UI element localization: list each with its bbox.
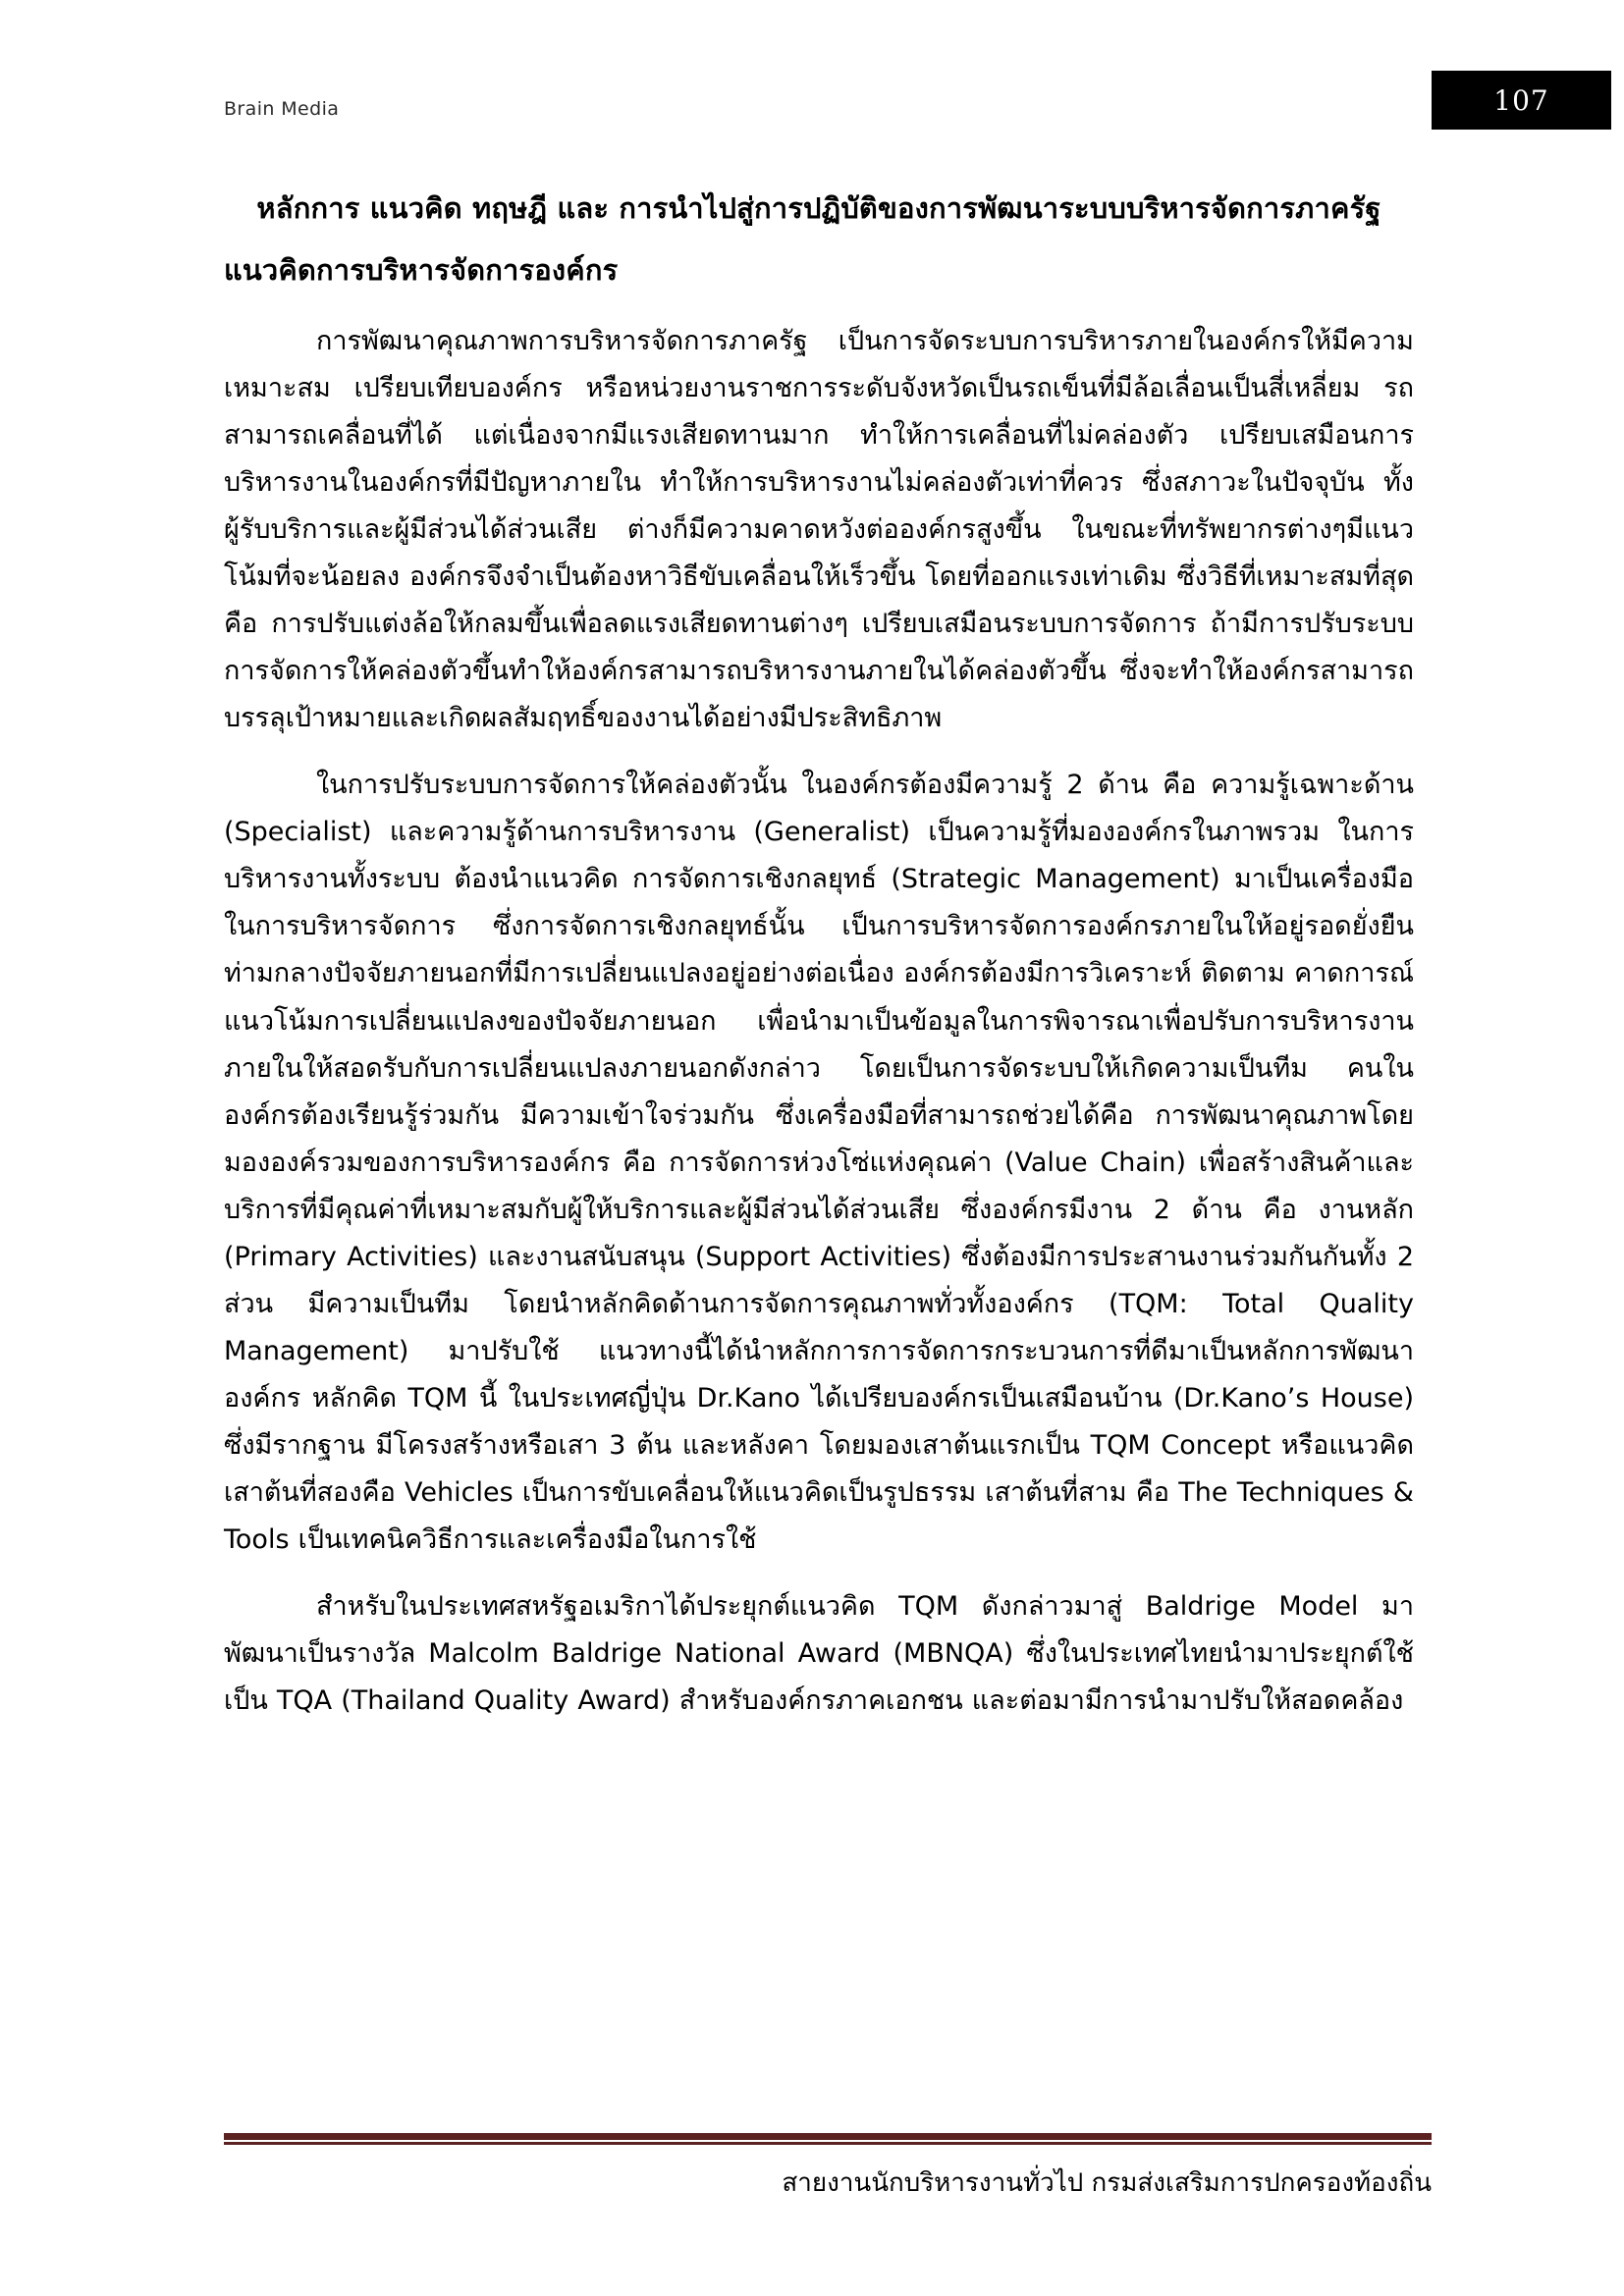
body-paragraph-1: การพัฒนาคุณภาพการบริหารจัดการภาครัฐ เป็นการจัดระบบการบริหารภายในองค์กรให้มีความเหมาะสม เปรียบเทียบองค์กร หรือหน่วยงานราชการระดับจังหวัดเป็นรถเข็นที่มีล้อเลื่อนเป็นสี่เหลี่ยม รถสามารถเคลื่อนที่ได้ แต่เนื่องจากมีแรงเสียดทานมาก ทำให้การเคลื่อนที่ไม่คล่องตัว เปรียบเสมือนการบริหารงานในองค์กรที่มีปัญหาภายใน ทำให้การบริหารงานไม่คล่องตัวเท่าที่ควร ซึ่งสภาวะในปัจจุบัน ทั้งผู้รับบริการและผู้มีส่วนได้ส่วนเสีย ต่างก็มีความคาดหวังต่อองค์กรสูงขึ้น ในขณะที่ทรัพยากรต่างๆมีแนวโน้มที่จะน้อยลง องค์กรจึงจำเป็นต้องหาวิธีขับเคลื่อนให้เร็วขึ้น โดยที่ออกแรงเท่าเดิม ซึ่งวิธีที่เหมาะสมที่สุด คือ การปรับแต่งล้อให้กลมขึ้นเพื่อลดแรงเสียดทานต่างๆ เปรียบเสมือนระบบการจัดการ ถ้ามีการปรับระบบการจัดการให้คล่องตัวขึ้นทำให้องค์กรสามารถบริหารงานภายในได้คล่องตัวขึ้น ซึ่งจะทำให้องค์กรสามารถบรรลุเป้าหมายและเกิดผลสัมฤทธิ์ของงานได้อย่างมีประสิทธิภาพ — [224, 325, 1414, 734]
body-paragraph-2: ในการปรับระบบการจัดการให้คล่องตัวนั้น ในองค์กรต้องมีความรู้ 2 ด้าน คือ ความรู้เฉพาะด้าน (Specialist) และความรู้ด้านการบริหารงาน (Generalist) เป็นความรู้ที่มององค์กรในภาพรวม ในการบริหารงานทั้งระบบ ต้องนำแนวคิด การจัดการเชิงกลยุทธ์ (Strategic Management) มาเป็นเครื่องมือในการบริหารจัดการ ซึ่งการจัดการเชิงกลยุทธ์นั้น เป็นการบริหารจัดการองค์กรภายในให้อยู่รอดยั่งยืน ท่ามกลางปัจจัยภายนอกที่มีการเปลี่ยนแปลงอยู่อย่างต่อเนื่อง องค์กรต้องมีการวิเคราะห์ ติดตาม คาดการณ์แนวโน้มการเปลี่ยนแปลงของปัจจัยภายนอก เพื่อนำมาเป็นข้อมูลในการพิจารณาเพื่อปรับการบริหารงานภายในให้สอดรับกับการเปลี่ยนแปลงภายนอกดังกล่าว โดยเป็นการจัดระบบให้เกิดความเป็นทีม คนในองค์กรต้องเรียนรู้ร่วมกัน มีความเข้าใจร่วมกัน ซึ่งเครื่องมือที่สามารถช่วยได้คือ การพัฒนาคุณภาพโดยมององค์รวมของการบริหารองค์กร คือ การจัดการห่วงโซ่แห่งคุณค่า (Value Chain) เพื่อสร้างสินค้าและบริการที่มีคุณค่าที่เหมาะสมกับผู้ให้บริการและผู้มีส่วนได้ส่วนเสีย ซึ่งองค์กรมีงาน 2 ด้าน คือ งานหลัก (Primary Activities) และงานสนับสนุน (Support Activities) ซึ่งต้องมีการประสานงานร่วมกันกันทั้ง 2 ส่วน มีความเป็นทีม โดยนำหลักคิดด้านการจัดการคุณภาพทั่วทั้งองค์กร (TQM: Total Quality Management) มาปรับใช้ แนวทางนี้ได้นำหลักการการจัดการกระบวนการที่ดีมาเป็นหลักการพัฒนาองค์กร หลักคิด TQM นี้ ในประเทศญี่ปุ่น Dr.Kano ได้เปรียบองค์กรเป็นเสมือนบ้าน (Dr.Kano’s House) ซึ่งมีรากฐาน มีโครงสร้างหรือเสา 3 ต้น และหลังคา โดยมองเสาต้นแรกเป็น TQM Concept หรือแนวคิด เสาต้นที่สองคือ Vehicles เป็นการขับเคลื่อนให้แนวคิดเป็นรูปธรรม เสาต้นที่สาม คือ The Techniques & Tools เป็นเทคนิควิธีการและเครื่องมือในการใช้ — [224, 770, 1414, 1556]
section-heading: แนวคิดการบริหารจัดการองค์กร — [224, 252, 619, 287]
footer-divider — [224, 2133, 1432, 2145]
footer-divider-thin-line — [224, 2142, 1432, 2145]
running-head: Brain Media — [224, 98, 340, 120]
body-paragraph-3: สำหรับในประเทศสหรัฐอเมริกาได้ประยุกต์แนวคิด TQM ดังกล่าวมาสู่ Baldrige Model มาพัฒนาเป็นรางวัล Malcolm Baldrige National Award (MBNQA) ซึ่งในประเทศไทยนำมาประยุกต์ใช้เป็น TQA (Thailand Quality Award) สำหรับองค์กรภาคเอกชน และต่อมามีการนำมาปรับให้สอดคล้อง — [224, 1591, 1414, 1717]
page-number-badge: 107 — [1432, 71, 1611, 130]
page-content — [224, 187, 1414, 1725]
page-title: หลักการ แนวคิด ทฤษฎี และ การนำไปสู่การปฏิบัติของการพัฒนาระบบบริหารจัดการภาครัฐ — [256, 191, 1381, 225]
footer-text: สายงานนักบริหารงานทั่วไป กรมส่งเสริมการปกครองท้องถิ่น — [782, 2168, 1432, 2198]
footer-divider-thick-line — [224, 2133, 1432, 2140]
